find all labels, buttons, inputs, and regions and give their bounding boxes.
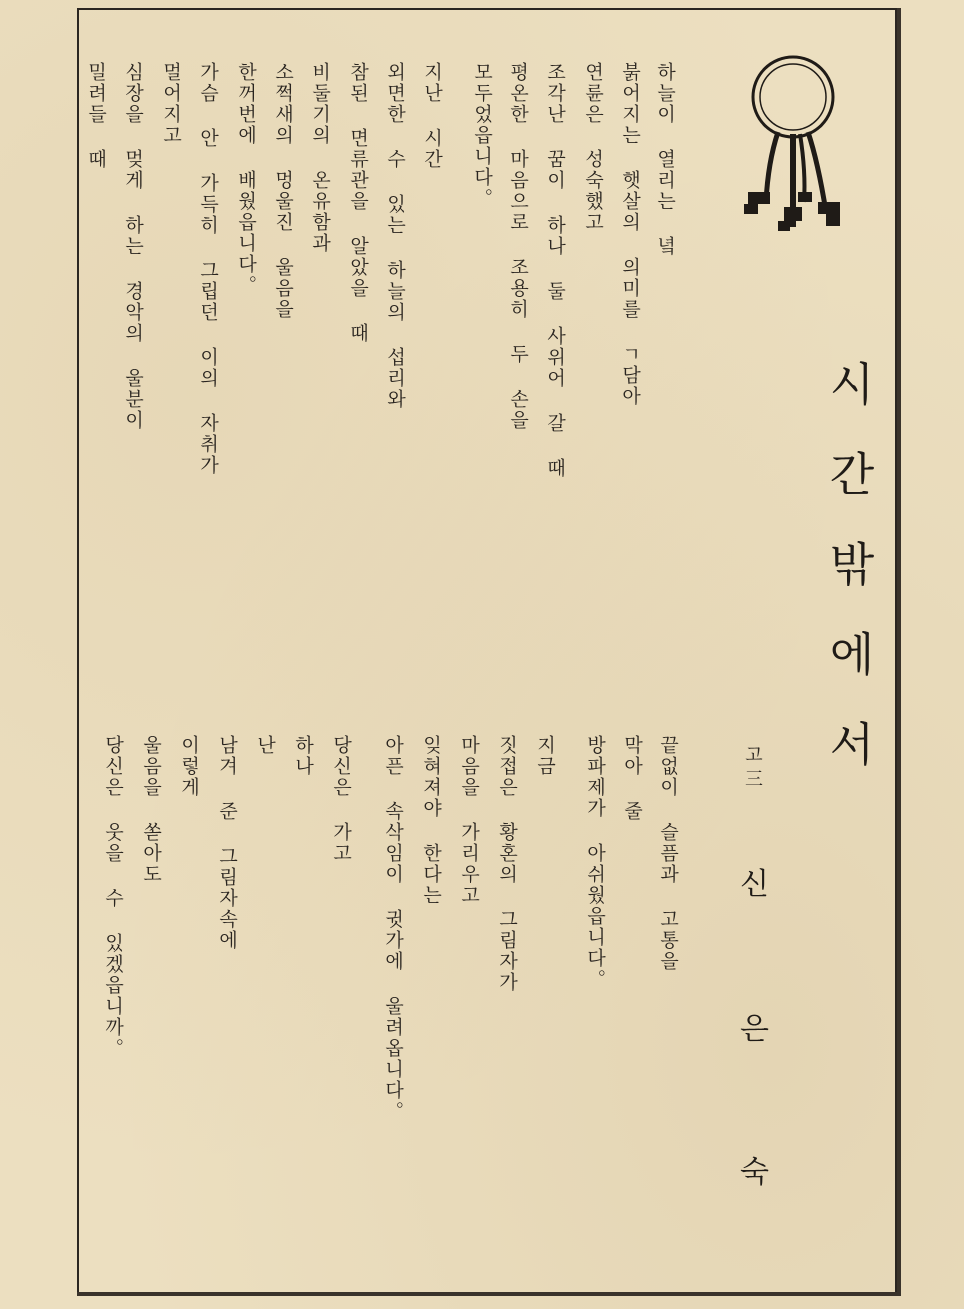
poem-line: 짓접은 황혼의 그림자가 [496, 735, 518, 993]
poem-line: 가슴 안 가득히 그립던 이의 자취가 [197, 62, 219, 476]
author-name-char-3: 숙 [740, 1155, 769, 1190]
poem-line: 당신은 가고 [330, 735, 352, 864]
frame-right-rule [897, 8, 901, 1296]
author-prefix-char-2: 三 [742, 769, 763, 793]
poem-line: 울음을 쏟아도 [140, 735, 162, 885]
poem-line: 마음을 가리우고 [458, 735, 480, 906]
poem-line: 심장을 멎게 하는 경악의 울분이 [122, 62, 144, 431]
poem-line: 붉어지는 햇살의 의미를 ㄱ담아 [619, 62, 641, 407]
poem-line: 참된 면류관을 알았을 때 [347, 62, 369, 344]
poem-line: 비둘기의 온유함과 [309, 62, 331, 254]
poem-line: 끝없이 슬픔과 고통을 [657, 735, 679, 972]
poem-line: 연륜은 성숙했고 [582, 62, 604, 233]
poem-line: 당신은 웃을 수 있겠읍니까。 [102, 735, 124, 1059]
poem-line: 남겨 준 그림자속에 [216, 735, 238, 951]
poem-line: 조각난 꿈이 하나 둘 사위어 갈 때 [544, 62, 566, 479]
poem-line: 하나 [292, 735, 314, 777]
poem-line: 방파제가 아쉬웠읍니다。 [584, 735, 606, 990]
poem-line: 소쩍새의 멍울진 울음을 [272, 62, 294, 320]
poem-line: 잊혀져야 한다는 [420, 735, 442, 906]
poem-line: 지금 [534, 735, 556, 777]
poem-line: 이렇게 [178, 735, 200, 798]
poem-line: 모두었읍니다。 [471, 62, 493, 209]
poem-line: 밀려들 때 [85, 62, 107, 170]
poem-line: 하늘이 열리는 녘 [654, 62, 676, 257]
poem-title: 시간밖에서 [822, 360, 876, 810]
poem-line: 외면한 수 있는 하늘의 섭리와 [384, 62, 406, 410]
poem-line: 평온한 마음으로 조용히 두 손을 [507, 62, 529, 431]
poem-line: 막아 줄 [621, 735, 643, 822]
author-prefix [743, 745, 761, 793]
author-name-char-1: 신 [740, 867, 769, 902]
poem-line: 지난 시간 [421, 62, 443, 170]
key-ring-icon [738, 52, 848, 242]
author-prefix-char-1: 고 [742, 745, 763, 769]
frame-bottom-rule [77, 1292, 899, 1296]
poem-line: 멀어지고 [160, 62, 182, 146]
author-name-char-2: 은 [740, 1012, 769, 1047]
poem-line: 난 [254, 735, 276, 756]
poem-line: 한꺼번에 배웠읍니다。 [235, 62, 257, 296]
poem-line: 아픈 속삭임이 귓가에 울려옵니다。 [382, 735, 404, 1122]
